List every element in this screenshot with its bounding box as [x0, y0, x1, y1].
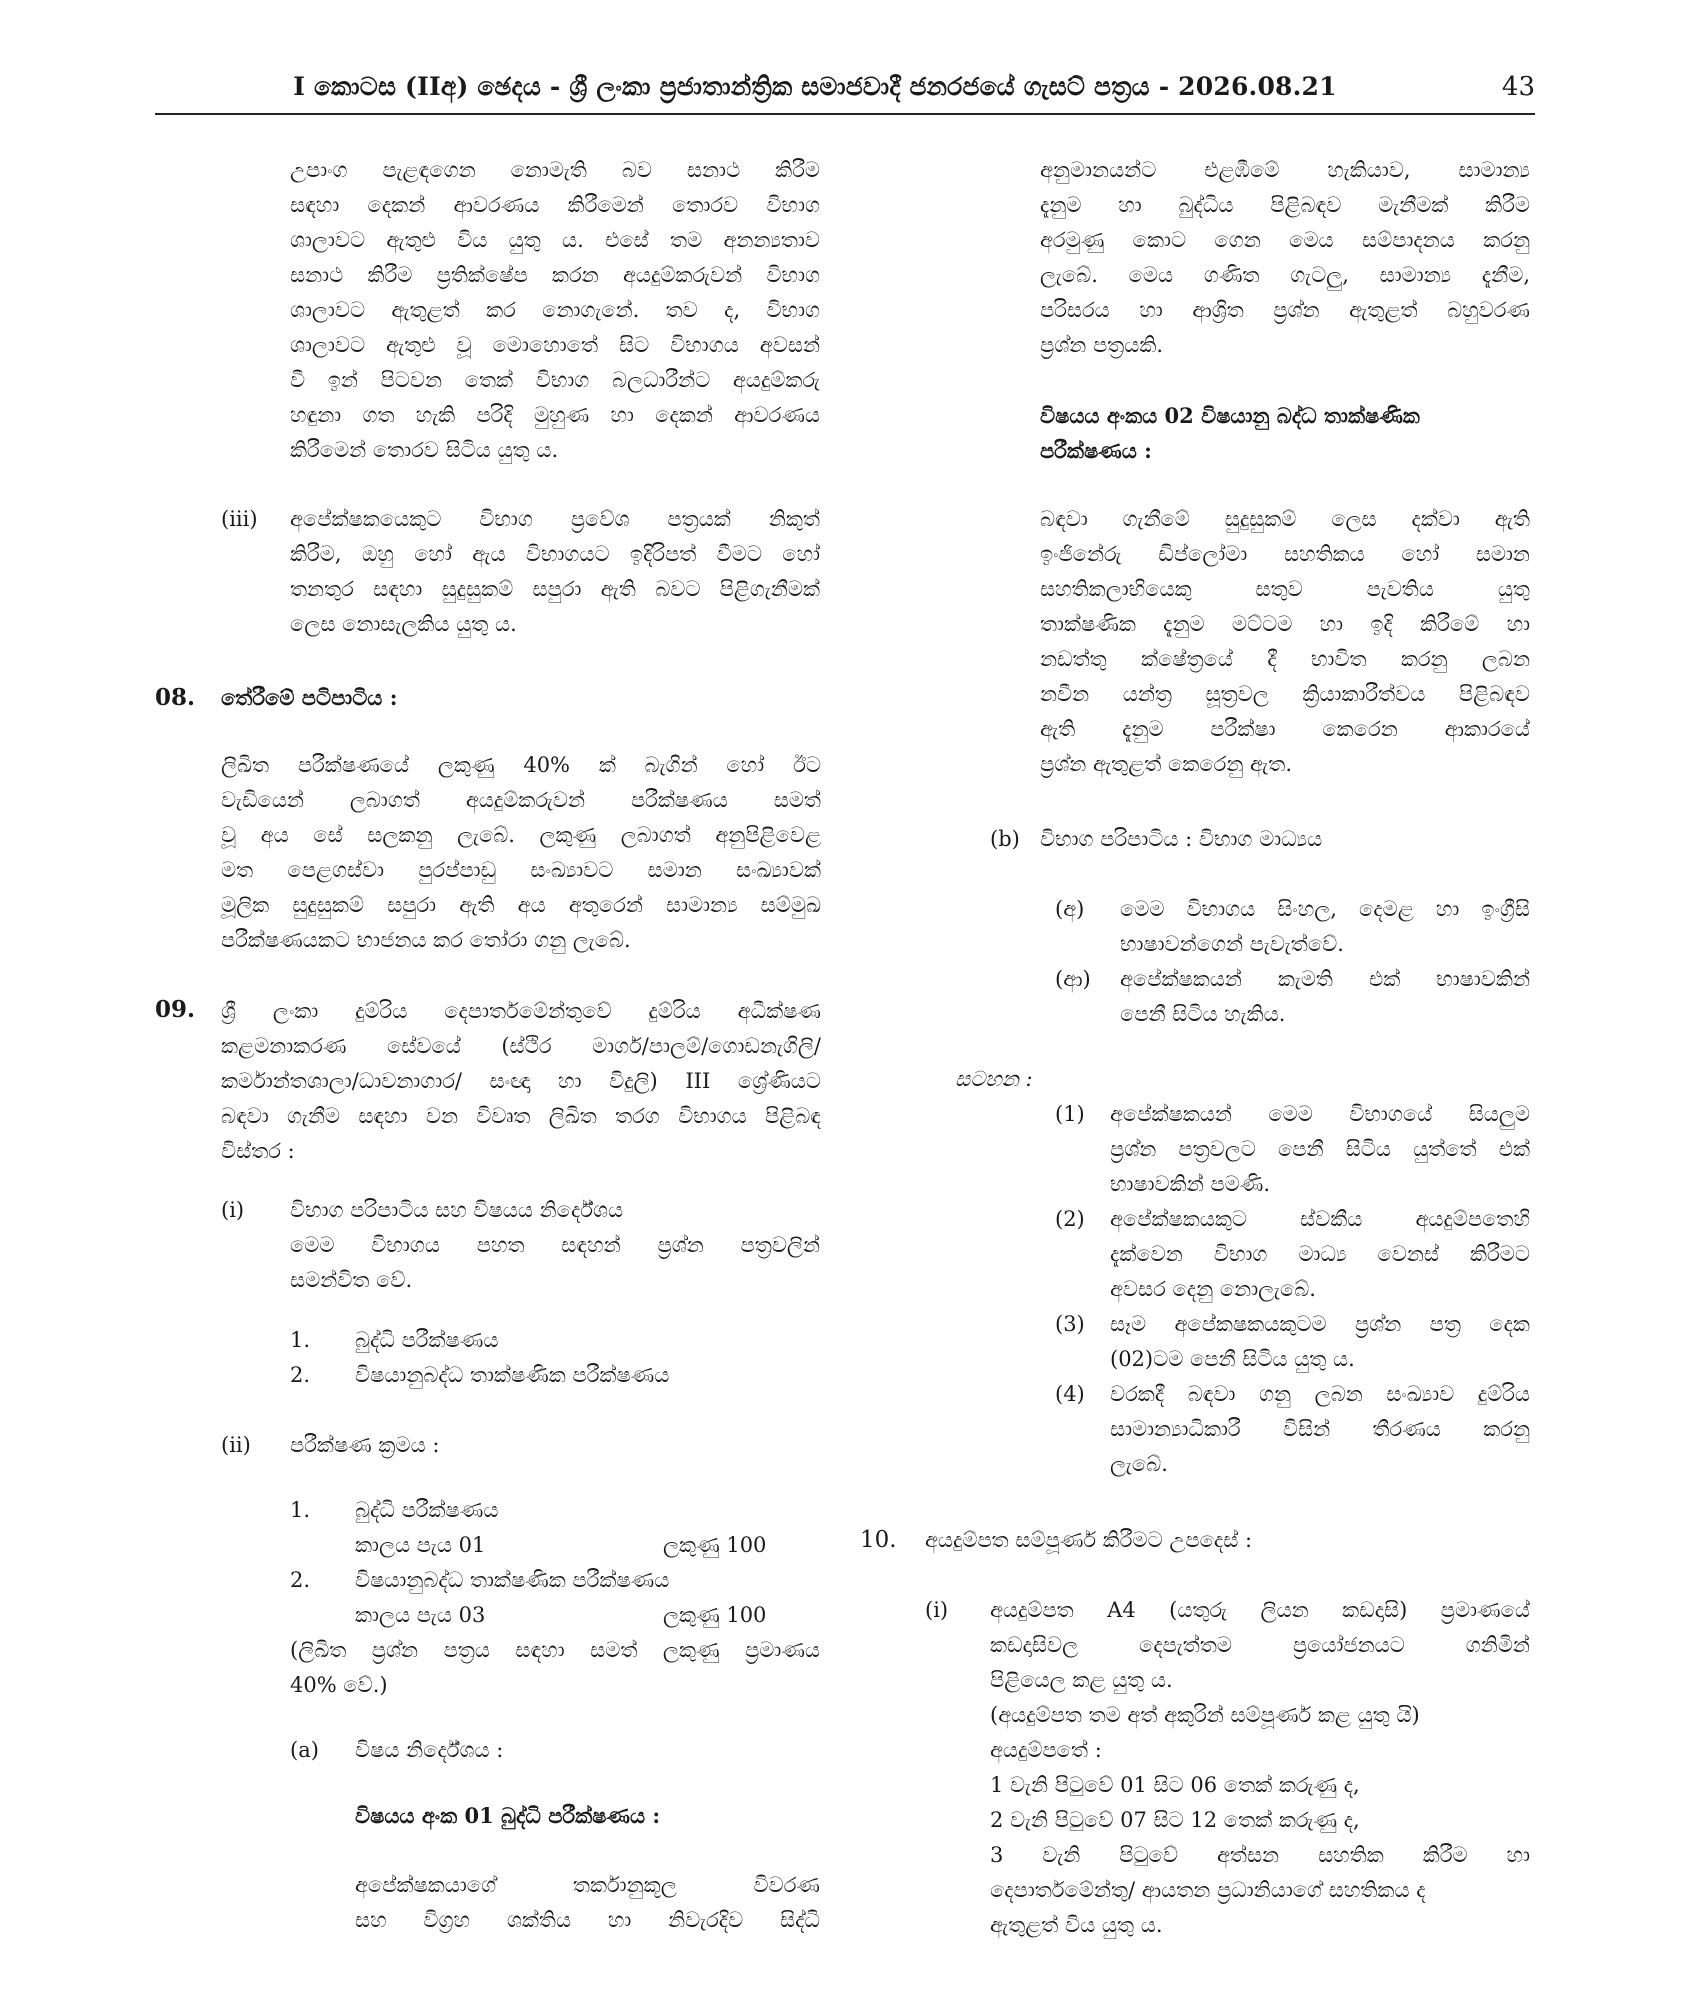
text-line: අපේක්ෂකයෙකුට විභාග ප්‍රවේශ පත්‍රයක් නිකුත් — [290, 507, 820, 531]
text-line: අනුමානයන්ට එළඹීමේ හැකියාව, සාමාන්‍ය — [1040, 158, 1530, 182]
text-line: තනතුර සඳහා සුදුසුකම් සපුරා ඇති බවට පිළිගැනීමක් — [290, 577, 820, 601]
text-line: සෑම අපේකෂකයකුටම ප්‍රශ්න පත්‍ර දෙක — [1110, 1312, 1530, 1336]
text-line: දෙපාර්තමේන්තු/ ආයතන ප්‍රධානියාගේ සහතිකය ද — [990, 1878, 1426, 1902]
text-line: නඩත්තු ක්ෂේත්‍රයේ දී භාවිත කරනු ලබන — [1040, 647, 1530, 671]
text-line: විස්තර : — [221, 1139, 295, 1163]
text-line: අයදුම්පතේ : — [990, 1738, 1102, 1762]
text-line: (02)ටම පෙනී සිටිය යුතු ය. — [1110, 1347, 1355, 1371]
schedule-time: කාලය පැය 03 — [355, 1603, 486, 1627]
text-line: ශාලාවට ඇතුළු වූ මොහොතේ සිට විභාගය අවසන් — [290, 333, 820, 357]
text-line: අයදුම්පත A4 (යතුරු ලියන කඩදාසි) ප්‍රමාණයේ — [990, 1598, 1530, 1622]
text-line: මත පෙළගස්වා පුරප්පාඩු සංඛ්‍යාවට සමාන සංඛ්‍යාවක් — [221, 858, 821, 882]
text-line: සහතිකලාභියෙකු සතුව පැවතිය යුතු — [1040, 577, 1530, 601]
text-line: දැක්වෙන විභාග මාධ්‍ය වෙනස් කිරීමට — [1110, 1242, 1530, 1266]
item-marker-b: (b) — [990, 827, 1020, 851]
text-line: (අයදුම්පත තම අත් අකුරින් සම්පූර්ණ කළ යුතු යි) — [990, 1703, 1420, 1727]
header-title: I කොටස (IIඅ) ඡෙදය - ශ්‍රී ලංකා ප්‍රජාතාන්ත්‍රික සමාජවාදී ජනරජයේ ගැසට් පත්‍රය - 2026.08.21 — [293, 72, 1337, 101]
item-ii-heading: පරීක්ෂණ ක්‍රමය : — [290, 1433, 440, 1457]
text-line: වරකදී බඳවා ගනු ලබන සංඛ්‍යාව දුම්රිය — [1110, 1382, 1530, 1406]
medium-item-text — [1120, 892, 1530, 962]
section-number-10: 10. — [860, 1527, 897, 1553]
note-marker: (2) — [1055, 1207, 1085, 1231]
item-a-heading: විෂය නිර්දේශය : — [355, 1738, 504, 1762]
subject-1-continued — [1040, 153, 1530, 363]
section-number-08: 08. — [155, 684, 196, 711]
text-line: පෙනී සිටිය හැකිය. — [1120, 1002, 1286, 1026]
text-line: (ලිඛිත ප්‍රශ්න පත්‍රය සඳහා සමත් ලකුණු ප්‍රමාණය — [290, 1638, 820, 1662]
medium-item-text — [1120, 962, 1530, 1032]
section-08-text — [221, 748, 821, 958]
schedule-time: කාලය පැය 01 — [355, 1533, 486, 1557]
text-line: ප්‍රශ්න පත්‍රවලට පෙනී සිටිය යුත්තේ එක් — [1110, 1137, 1530, 1161]
text-line: අවසර දෙනු නොලැබේ. — [1110, 1277, 1316, 1301]
schedule-paper: බුද්ධි පරීක්ෂණය — [355, 1498, 499, 1522]
item-i-text — [290, 1228, 820, 1298]
text-line: මූලික සුදුසුකම් සපුරා ඇති අය අතුරෙන් සාමාන්‍ය සම්මුඛ — [221, 893, 821, 917]
text-line: ඉංජිනේරු ඩිප්ලෝමා සහතිකය හෝ සමාන — [1040, 542, 1530, 566]
subject-1-heading: විෂයය අංක 01 බුද්ධි පරීක්ෂණය : — [355, 1803, 661, 1828]
section-10-item-marker: (i) — [925, 1598, 949, 1622]
text-line: සමන්විත වේ. — [290, 1268, 413, 1292]
subject-2-heading — [1040, 398, 1530, 468]
text-line: ප්‍රශ්න ඇතුළත් කෙරෙනු ඇත. — [1040, 752, 1293, 776]
text-line: වැඩියෙන් ලබාගත් අයදුම්කරුවන් පරීක්ෂණය සමත් — [221, 788, 821, 812]
text-line: භාෂාවන්ගෙන් පැවැත්වේ. — [1120, 932, 1344, 956]
item-marker-ii: (ii) — [221, 1433, 251, 1457]
subject-1-text — [355, 1868, 820, 1938]
note-marker: (3) — [1055, 1312, 1085, 1336]
text-line: බඳවා ගැනීම සඳහා වන විවෘත ලිඛිත තරග විභාගය පිළිබඳ — [221, 1104, 821, 1128]
page-number: 43 — [1501, 72, 1535, 102]
text-line: වී ඉන් පිටවන තෙක් විභාග බලධාරීන්ට අයදුම්කරු — [290, 368, 820, 392]
note-text — [1110, 1307, 1530, 1377]
text-line: ලැබේ. මෙය ගණිත ගැටලු, සාමාන්‍ය දැනීම, — [1040, 263, 1530, 287]
text-line: පරීක්ෂණයකට භාජනය කර තෝරා ගනු ලැබේ. — [221, 928, 631, 952]
text-line: 40% වේ.) — [290, 1673, 388, 1697]
text-line: සාමාන්‍යාධිකාරී විසින් තීරණය කරනු — [1110, 1417, 1530, 1441]
item-i-heading: විභාග පරිපාටිය සහ විෂයය නිර්දේශය — [290, 1198, 624, 1222]
text-line: 3 වැනි පිටුවේ අත්සන සහතික කිරීම හා — [990, 1843, 1530, 1867]
item-marker-iii: (iii) — [221, 507, 258, 531]
header-rule — [155, 113, 1535, 115]
section-10-heading: අයදුම්පත සම්පූර්ණ කිරීමට උපදෙස් : — [925, 1528, 1253, 1552]
note-marker: (1) — [1055, 1102, 1085, 1126]
section-09-text — [221, 994, 821, 1169]
text-line: සනාථ කිරීම ප්‍රතික්ෂේප කරන අයදුම්කරුවන් විභාග — [290, 263, 820, 287]
paper-name: විෂයානුබද්ධ තාක්ෂණික පරීක්ෂණය — [355, 1363, 670, 1387]
note-text — [1110, 1202, 1530, 1307]
section-08-heading: තේරීමේ පටිපාටිය : — [221, 685, 398, 710]
text-line: සඳහා දෙකන් ආවරණය කිරීමෙන් තොරව විභාග — [290, 193, 820, 217]
pass-mark-note — [290, 1633, 820, 1703]
item-marker-a: (a) — [290, 1738, 319, 1762]
text-line: හඳුනා ගත හැකි පරිදි මුහුණ හා දෙකන් ආවරණය — [290, 403, 820, 427]
text-line: ලිඛිත පරීක්ෂණයේ ලකුණු 40% ක් බැගින් හෝ ඊට — [221, 753, 821, 777]
text-line: අපේක්ෂකයකුට ස්වකීය අයදුම්පතෙහි — [1110, 1207, 1530, 1231]
text-line: අරමුණු කොට ගෙන මෙය සම්පාදනය කරනු — [1040, 228, 1530, 252]
schedule-marks: ලකුණු 100 — [663, 1533, 767, 1557]
note-marker: (4) — [1055, 1382, 1085, 1406]
text-line: ලැබේ. — [1110, 1452, 1168, 1476]
schedule-number: 1. — [290, 1498, 311, 1522]
left-paragraph-1 — [290, 153, 820, 468]
note-text — [1110, 1377, 1530, 1482]
text-line: උපාංග පැළඳගෙන නොමැති බව සනාථ කිරීම — [290, 158, 820, 182]
text-line: සහ විග්‍රහ ශක්තිය හා නිවැරදිව සිද්ධි — [355, 1908, 820, 1932]
text-line: පරීක්ෂණය : — [1040, 438, 1152, 463]
text-line: තාක්ෂණික දැනුම මට්ටම හා ඉදි කිරීමේ හා — [1040, 612, 1530, 636]
schedule-number: 2. — [290, 1568, 311, 1592]
text-line: අපේක්ෂකයන් මෙම විභාගයේ සියලුම — [1110, 1102, 1530, 1126]
page-header — [155, 72, 1535, 114]
medium-marker: (ආ) — [1055, 967, 1091, 991]
item-marker-i: (i) — [221, 1198, 245, 1222]
text-line: ඇති දැනුම පරීක්ෂා කෙරෙන ආකාරයේ — [1040, 717, 1530, 741]
paper-number: 1. — [290, 1328, 311, 1352]
section-number-09: 09. — [155, 996, 196, 1023]
text-line: ලෙස නොසැලකිය යුතු ය. — [290, 612, 517, 636]
text-line: බඳවා ගැනීමේ සුදුසුකම් ලෙස දක්වා ඇති — [1040, 507, 1530, 531]
text-line: විෂයය අංකය 02 විෂයානු බද්ධ තාක්ෂණික — [1040, 403, 1420, 428]
schedule-marks: ලකුණු 100 — [663, 1603, 767, 1627]
text-line: පරිසරය හා ආශ්‍රිත ප්‍රශ්න ඇතුළත් බහුවරණ — [1040, 298, 1530, 322]
text-line: නවීන යන්ත්‍ර සූත්‍රවල ක්‍රියාකාරීත්වය පිළිබඳව — [1040, 682, 1530, 706]
notes-label: සටහන : — [955, 1067, 1033, 1091]
text-line: අපේක්ෂකයන් කැමති එක් භාෂාවකින් — [1120, 967, 1530, 991]
paper-name: බුද්ධි පරීක්ෂණය — [355, 1328, 499, 1352]
text-line: කිරීම, ඔහු හෝ ඇය විභාගයට ඉදිරිපත් වීමට හෝ — [290, 542, 820, 566]
text-line: වූ අය සේ සලකනු ලැබේ. ලකුණු ලබාගත් අනුපිළිවෙළ — [221, 823, 821, 847]
text-line: භාෂාවකින් පමණි. — [1110, 1172, 1271, 1196]
schedule-paper: විෂයානුබද්ධ තාක්ෂණික පරීක්ෂණය — [355, 1568, 670, 1592]
text-line: කිරීමෙන් තොරව සිටිය යුතු ය. — [290, 438, 559, 462]
text-line: ශාලාවට ඇතුළත් කර නොගැනේ. තව ද, විභාග — [290, 298, 820, 322]
paper-number: 2. — [290, 1363, 311, 1387]
subject-2-text — [1040, 502, 1530, 782]
note-text — [1110, 1097, 1530, 1202]
medium-marker: (අ) — [1055, 897, 1085, 921]
text-line: කර්මාන්තශාලා/ධාවනාගාර/ සංඥා හා විදුලි) III ශ්‍රේණියට — [221, 1069, 821, 1093]
text-line: මෙම විභාගය පහත සඳහන් ප්‍රශ්න පත්‍රවලින් — [290, 1233, 820, 1257]
text-line: ඇතුළත් විය යුතු ය. — [990, 1913, 1163, 1937]
text-line: 2 වැනි පිටුවේ 07 සිට 12 තෙක් කරුණු ද, — [990, 1808, 1360, 1832]
text-line: දැනුම හා බුද්ධිය පිළිබඳව මැනීමක් කිරීම — [1040, 193, 1530, 217]
text-line: මෙම විභාගය සිංහල, දෙමළ හා ඉංග්‍රීසි — [1120, 897, 1530, 921]
section-10-item-text — [990, 1593, 1530, 1943]
text-line: අපේක්ෂකයාගේ තර්කානුකූල විවරණ — [355, 1873, 820, 1897]
text-line: කඩදාසිවල දෙපැත්තම ප්‍රයෝජනයට ගනිමින් — [990, 1633, 1530, 1657]
text-line: පිළියෙල කළ යුතු ය. — [990, 1668, 1173, 1692]
text-line: 1 වැනි පිටුවේ 01 සිට 06 තෙක් කරුණු ද, — [990, 1773, 1360, 1797]
item-b-heading: විභාග පරිපාටිය : විභාග මාධ්‍යය — [1040, 827, 1323, 851]
text-line: කළමනාකරණ සේවයේ (ස්ථිර මාර්ග/පාලම්/ගොඩනැගිලි/ — [221, 1034, 821, 1058]
text-line: ශාලාවට ඇතුළු විය යුතු ය. එසේ තම අනන්‍යතාව — [290, 228, 820, 252]
text-line: ප්‍රශ්න පත්‍රයකි. — [1040, 333, 1164, 357]
item-iii-text — [290, 502, 820, 642]
text-line: ශ්‍රී ලංකා දුම්රිය දෙපාර්තමේන්තුවේ දුම්රිය අධීක්ෂණ — [221, 999, 821, 1023]
